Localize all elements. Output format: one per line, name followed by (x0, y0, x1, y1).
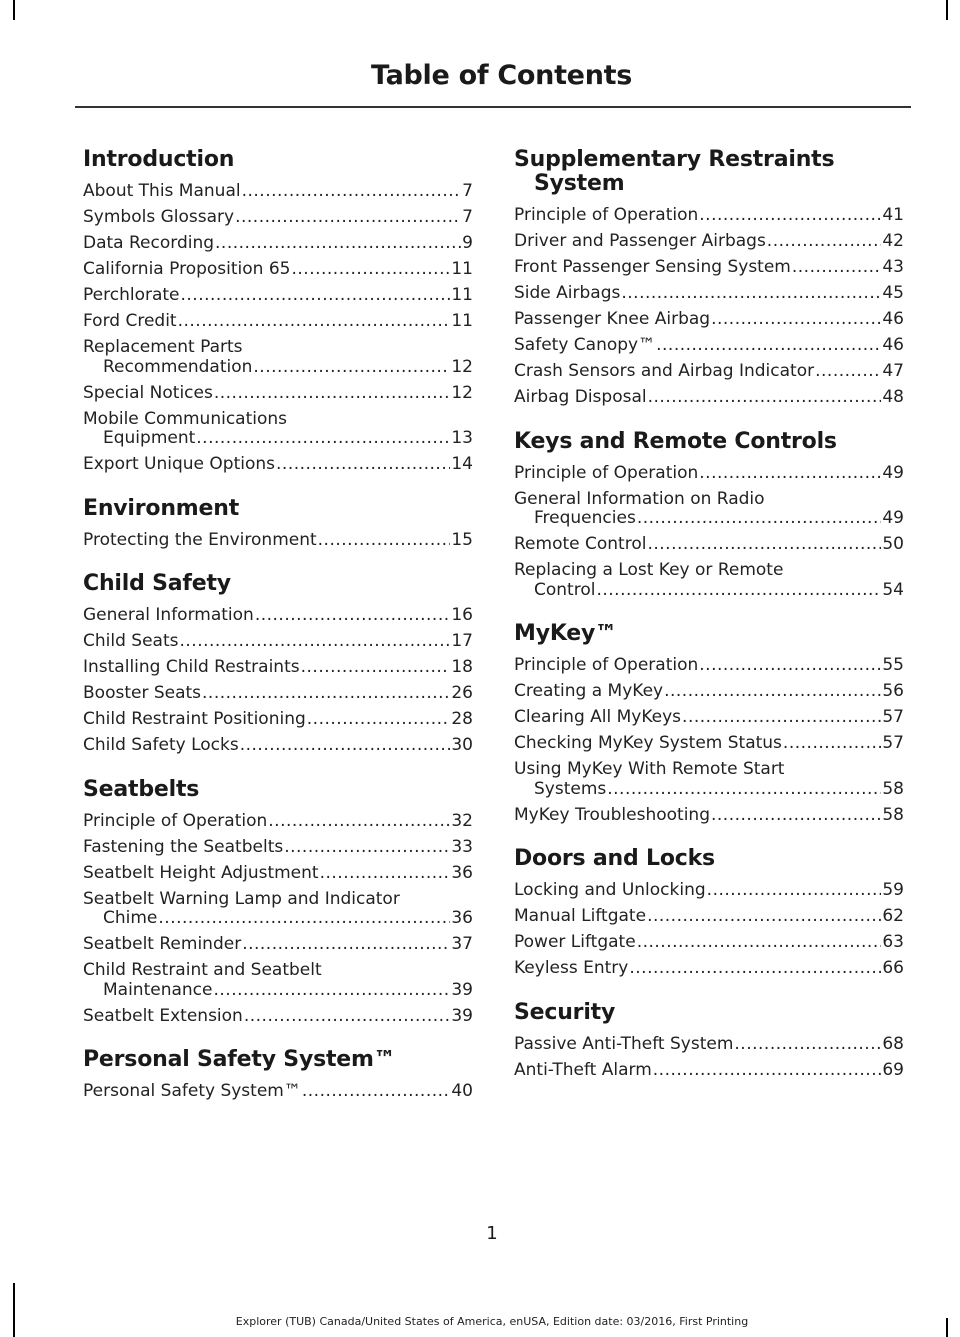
toc-entry-label: Side Airbags (514, 284, 621, 303)
toc-entry-seatbelt-reminder[interactable] (83, 935, 473, 955)
dot-leader (235, 208, 461, 228)
toc-entry-page-number: 48 (882, 388, 904, 407)
toc-entry-installing-child-restraints[interactable] (83, 658, 473, 678)
toc-entry-page-number: 14 (451, 455, 473, 474)
section-heading: Introduction (83, 147, 235, 172)
toc-entry-page-number: 57 (882, 734, 904, 753)
toc-entry-passive-anti-theft-system[interactable] (514, 1035, 904, 1055)
toc-entry-export-unique-options[interactable] (83, 455, 473, 475)
dot-leader (647, 907, 881, 927)
crop-mark-top-right (946, 0, 948, 20)
toc-entry-page-number: 45 (882, 284, 904, 303)
toc-entry-page-number: 58 (882, 805, 904, 825)
toc-entry-line (83, 1082, 473, 1102)
toc-entry-page-number: 12 (451, 383, 473, 403)
toc-entry-general-information-on-radio-frequencies[interactable] (514, 490, 904, 529)
toc-entry-label: Seatbelt Warning Lamp and Indicator (83, 889, 400, 909)
dot-leader (215, 234, 461, 254)
dot-leader (648, 388, 882, 408)
dot-leader (213, 981, 450, 1001)
toc-entry-power-liftgate[interactable] (514, 933, 904, 953)
dot-leader (284, 838, 450, 858)
toc-entry-page-number: 12 (451, 356, 473, 377)
toc-entry-line (83, 531, 473, 551)
toc-entry-page-number: 59 (882, 881, 904, 900)
toc-entry-page-number: 11 (451, 286, 473, 305)
toc-entry-label: Keyless Entry (514, 959, 629, 978)
dot-leader (711, 310, 881, 330)
dot-leader (242, 935, 450, 955)
toc-entry-line (514, 708, 904, 728)
dot-leader (318, 531, 451, 551)
toc-entry-line (83, 606, 473, 626)
toc-entry-using-mykey-with-remote-start-systems[interactable] (514, 760, 904, 799)
toc-section-doors-and-locks (514, 847, 904, 979)
dot-leader (196, 429, 450, 449)
dot-leader (158, 909, 450, 929)
toc-section-keys-and-remote-controls (514, 430, 904, 601)
toc-entry-page-number: 40 (451, 1082, 473, 1101)
toc-entry-page-number: 32 (451, 811, 473, 831)
toc-entry-replacement-parts-recommendation[interactable] (83, 338, 473, 377)
dot-leader (783, 734, 881, 754)
dot-leader (711, 806, 881, 826)
dot-leader (320, 864, 451, 884)
toc-entry-label: Replacing a Lost Key or Remote (514, 561, 784, 580)
dot-leader (621, 284, 881, 304)
dot-leader (629, 959, 881, 979)
toc-entry-line (514, 581, 904, 601)
section-heading: Child Safety (83, 571, 231, 596)
toc-entry-page-number: 7 (462, 182, 473, 201)
toc-entry-label: Child Restraint and Seatbelt (83, 961, 322, 980)
toc-entry-label: Ford Credit (83, 312, 177, 331)
toc-entry-line (83, 684, 473, 704)
toc-entry-side-airbags[interactable] (514, 284, 904, 304)
section-heading: Keys and Remote Controls (514, 428, 837, 454)
toc-entry-page-number: 11 (451, 312, 473, 331)
toc-entry-line (514, 464, 904, 484)
dot-leader (276, 455, 450, 475)
toc-entry-line (83, 234, 473, 254)
toc-entry-label: Replacement Parts (83, 338, 243, 357)
toc-entry-page-number: 26 (451, 684, 473, 703)
toc-entry-label: Seatbelt Extension (83, 1006, 243, 1026)
toc-entry-front-passenger-sensing-system[interactable] (514, 258, 904, 278)
toc-entry-booster-seats[interactable] (83, 684, 473, 704)
dot-leader (214, 384, 451, 404)
toc-entry-line (83, 384, 473, 404)
section-heading: Environment (83, 495, 240, 521)
toc-section-supplementary-restraints-system (514, 148, 904, 408)
toc-entry-page-number: 46 (882, 336, 904, 355)
toc-entry-line (514, 907, 904, 927)
toc-entry-line (83, 909, 473, 929)
toc-entry-label: Child Safety Locks (83, 736, 239, 755)
toc-entry-page-number: 13 (451, 428, 473, 448)
toc-entry-line (514, 535, 904, 555)
toc-entry-clearing-all-mykeys[interactable] (514, 708, 904, 728)
toc-entry-line (83, 455, 473, 475)
toc-entry-line (514, 310, 904, 330)
toc-entry-line (514, 1035, 904, 1055)
toc-entry-label: Passenger Knee Airbag (514, 310, 711, 329)
toc-entry-line (83, 736, 473, 756)
toc-entry-page-number: 49 (882, 463, 904, 483)
toc-entry-page-number: 55 (882, 656, 904, 675)
toc-entry-label: Remote Control (514, 535, 647, 554)
toc-entry-replacing-a-lost-key-or-remote-control[interactable] (514, 561, 904, 600)
page-title: Table of Contents (370, 60, 632, 91)
toc-entry-california-proposition-65[interactable] (83, 260, 473, 280)
toc-entry-label: Anti-Theft Alarm (514, 1060, 652, 1080)
dot-leader (596, 581, 881, 601)
toc-entry-personal-safety-system[interactable] (83, 1082, 473, 1102)
toc-entry-seatbelt-warning-lamp-and-indicator-chime[interactable] (83, 890, 473, 929)
toc-entry-label: Power Liftgate (514, 933, 636, 952)
toc-entry-principle-of-operation[interactable] (514, 656, 904, 676)
toc-entry-page-number: 68 (882, 1034, 904, 1054)
toc-entry-line (514, 881, 904, 901)
dot-leader (656, 336, 881, 356)
toc-entry-seatbelt-extension[interactable] (83, 1007, 473, 1027)
toc-entry-child-restraint-and-seatbelt-maintenance[interactable] (83, 961, 473, 1000)
toc-entry-label: Clearing All MyKeys (514, 708, 682, 727)
toc-section-security (514, 1001, 904, 1081)
toc-entry-label: Control (534, 579, 596, 600)
toc-section-child-safety (83, 572, 473, 756)
toc-entry-label: General Information (83, 606, 254, 625)
toc-entry-label: About This Manual (83, 182, 241, 201)
toc-entry-crash-sensors-and-airbag-indicator[interactable] (514, 362, 904, 382)
toc-column-right (514, 148, 904, 1102)
toc-entry-label: Principle of Operation (514, 206, 699, 225)
toc-entry-line (514, 1061, 904, 1081)
toc-entry-manual-liftgate[interactable] (514, 907, 904, 927)
toc-entry-protecting-the-environment[interactable] (83, 531, 473, 551)
toc-entry-page-number: 7 (462, 208, 473, 227)
toc-entry-principle-of-operation[interactable] (514, 206, 904, 226)
toc-entry-page-number: 37 (451, 935, 473, 954)
dot-leader (242, 182, 462, 202)
toc-entry-label: Safety Canopy™ (514, 336, 656, 355)
toc-entry-line (83, 312, 473, 332)
toc-entry-page-number: 16 (451, 606, 473, 625)
toc-entry-label: Chime (103, 908, 158, 928)
toc-entry-line (83, 208, 473, 228)
toc-column-left (83, 148, 473, 1124)
dot-leader (181, 286, 451, 306)
toc-entry-line (83, 182, 473, 202)
section-heading: Personal Safety System™ (83, 1047, 396, 1072)
dot-leader (707, 881, 882, 901)
toc-entry-page-number: 9 (462, 234, 473, 253)
toc-entry-page-number: 18 (451, 658, 473, 677)
toc-entry-child-safety-locks[interactable] (83, 736, 473, 756)
dot-leader (240, 736, 451, 756)
dot-leader (301, 658, 451, 678)
toc-entry-page-number: 17 (451, 632, 473, 651)
toc-entry-line (83, 286, 473, 306)
toc-entry-label: Frequencies (534, 508, 636, 528)
toc-entry-line (83, 864, 473, 884)
toc-entry-label: Manual Liftgate (514, 907, 647, 926)
edition-footer: Explorer (TUB) Canada/United States of America, enUSA, Edition date: 03/2016, First Printing (235, 1315, 749, 1328)
dot-leader (255, 606, 451, 626)
toc-entry-symbols-glossary[interactable] (83, 208, 473, 228)
toc-entry-page-number: 58 (882, 778, 904, 799)
dot-leader (664, 682, 881, 702)
toc-entry-line (514, 284, 904, 304)
section-heading: Security (514, 999, 616, 1025)
dot-leader (307, 710, 451, 730)
toc-entry-line (83, 812, 473, 832)
toc-entry-passenger-knee-airbag[interactable] (514, 310, 904, 330)
toc-entry-line (83, 981, 473, 1001)
toc-entry-fastening-the-seatbelts[interactable] (83, 838, 473, 858)
toc-section-introduction (83, 148, 473, 475)
toc-entry-page-number: 36 (451, 908, 473, 928)
toc-entry-locking-and-unlocking[interactable] (514, 881, 904, 901)
toc-entry-label: Principle of Operation (514, 656, 699, 675)
toc-entry-creating-a-mykey[interactable] (514, 682, 904, 702)
toc-entry-line (83, 358, 473, 378)
toc-entry-perchlorate[interactable] (83, 286, 473, 306)
toc-entry-label: Systems (534, 778, 607, 799)
toc-entry-label: Crash Sensors and Airbag Indicator (514, 362, 815, 381)
toc-entry-label: Checking MyKey System Status (514, 734, 782, 753)
toc-entry-line (514, 959, 904, 979)
toc-entry-label: Principle of Operation (514, 463, 699, 483)
dot-leader (792, 258, 881, 278)
crop-mark-top-left (13, 0, 15, 20)
dot-leader (253, 358, 450, 378)
toc-section-seatbelts (83, 778, 473, 1027)
toc-entry-page-number: 54 (882, 579, 904, 600)
toc-entry-anti-theft-alarm[interactable] (514, 1061, 904, 1081)
toc-entry-special-notices[interactable] (83, 384, 473, 404)
toc-entry-page-number: 42 (882, 232, 904, 251)
toc-entry-child-seats[interactable] (83, 632, 473, 652)
toc-entry-label: Principle of Operation (83, 811, 268, 831)
toc-entry-label: Installing Child Restraints (83, 658, 300, 677)
toc-entry-airbag-disposal[interactable] (514, 388, 904, 408)
toc-entry-page-number: 41 (882, 206, 904, 225)
dot-leader (637, 509, 882, 529)
section-heading: MyKey™ (514, 621, 617, 646)
toc-entry-line (514, 780, 904, 800)
toc-entry-checking-mykey-system-status[interactable] (514, 734, 904, 754)
toc-entry-line (514, 388, 904, 408)
toc-entry-label: Protecting the Environment (83, 530, 317, 550)
toc-entry-label: General Information on Radio (514, 489, 765, 509)
dot-leader (699, 464, 881, 484)
toc-entry-line (514, 509, 904, 529)
toc-entry-principle-of-operation[interactable] (83, 812, 473, 832)
header-divider (75, 106, 911, 108)
toc-section-personal-safety-system (83, 1048, 473, 1102)
toc-entry-line (83, 838, 473, 858)
toc-section-mykey (514, 622, 904, 825)
dot-leader (268, 812, 450, 832)
toc-entry-line (514, 206, 904, 226)
dot-leader (178, 312, 451, 332)
toc-entry-line (83, 658, 473, 678)
toc-entry-line (514, 362, 904, 382)
dot-leader (291, 260, 450, 280)
toc-entry-label: Front Passenger Sensing System (514, 258, 791, 277)
toc-entry-label: Passive Anti-Theft System (514, 1034, 734, 1054)
toc-entry-label: Locking and Unlocking (514, 881, 706, 900)
toc-entry-label: Airbag Disposal (514, 388, 647, 407)
dot-leader (302, 1082, 451, 1102)
toc-entry-line (514, 806, 904, 826)
dot-leader (699, 656, 881, 676)
dot-leader (607, 780, 881, 800)
dot-leader (647, 535, 881, 555)
toc-entry-page-number: 43 (882, 258, 904, 277)
toc-entry-page-number: 57 (882, 708, 904, 727)
toc-entry-label: Perchlorate (83, 286, 180, 305)
toc-section-environment (83, 497, 473, 551)
toc-entry-line (83, 260, 473, 280)
toc-entry-label: Child Restraint Positioning (83, 710, 306, 729)
toc-entry-page-number: 66 (882, 959, 904, 978)
toc-entry-data-recording[interactable] (83, 234, 473, 254)
toc-entry-principle-of-operation[interactable] (514, 464, 904, 484)
toc-entry-page-number: 69 (882, 1060, 904, 1080)
toc-entry-mykey-troubleshooting[interactable] (514, 806, 904, 826)
toc-entry-page-number: 62 (882, 907, 904, 926)
toc-entry-page-number: 50 (882, 535, 904, 554)
toc-entry-line (514, 258, 904, 278)
dot-leader (244, 1007, 451, 1027)
toc-entry-page-number: 11 (451, 260, 473, 279)
toc-entry-general-information[interactable] (83, 606, 473, 626)
toc-entry-page-number: 63 (882, 933, 904, 952)
dot-leader (653, 1061, 882, 1081)
toc-entry-safety-canopy[interactable] (514, 336, 904, 356)
toc-entry-page-number: 46 (882, 310, 904, 329)
toc-entry-page-number: 39 (451, 979, 473, 1000)
section-heading: Supplementary Restraints System (514, 147, 835, 196)
toc-entry-about-this-manual[interactable] (83, 182, 473, 202)
toc-entry-label: Equipment (103, 428, 196, 448)
toc-entry-label: Maintenance (103, 979, 213, 1000)
toc-entry-label: Export Unique Options (83, 455, 276, 474)
toc-entry-page-number: 30 (451, 736, 473, 755)
toc-entry-label: Recommendation (103, 356, 253, 377)
toc-entry-child-restraint-positioning[interactable] (83, 710, 473, 730)
toc-entry-label: Creating a MyKey (514, 682, 664, 701)
toc-entry-seatbelt-height-adjustment[interactable] (83, 864, 473, 884)
toc-entry-label: Special Notices (83, 383, 213, 403)
dot-leader (767, 232, 882, 252)
dot-leader (637, 933, 882, 953)
section-heading: Doors and Locks (514, 846, 715, 871)
page-number: 1 (486, 1223, 498, 1244)
toc-entry-line (514, 734, 904, 754)
toc-entry-page-number: 33 (451, 837, 473, 857)
dot-leader (699, 206, 881, 226)
dot-leader (179, 632, 450, 652)
toc-entry-line (83, 632, 473, 652)
toc-entry-page-number: 49 (882, 508, 904, 528)
toc-entry-label: Mobile Communications (83, 409, 288, 429)
toc-entry-keyless-entry[interactable] (514, 959, 904, 979)
toc-entry-line (83, 710, 473, 730)
dot-leader (202, 684, 450, 704)
toc-entry-remote-control[interactable] (514, 535, 904, 555)
toc-entry-page-number: 28 (451, 710, 473, 729)
toc-entry-ford-credit[interactable] (83, 312, 473, 332)
toc-entry-label: California Proposition 65 (83, 260, 291, 279)
toc-entry-label: Seatbelt Height Adjustment (83, 863, 319, 883)
toc-entry-label: MyKey Troubleshooting (514, 805, 710, 825)
toc-entry-label: Using MyKey With Remote Start (514, 760, 785, 779)
toc-entry-line (83, 1007, 473, 1027)
toc-entry-driver-and-passenger-airbags[interactable] (514, 232, 904, 252)
toc-entry-label: Personal Safety System™ (83, 1082, 301, 1101)
toc-entry-line (83, 935, 473, 955)
toc-entry-label: Driver and Passenger Airbags (514, 232, 766, 251)
toc-entry-label: Child Seats (83, 632, 179, 651)
toc-entry-line (83, 429, 473, 449)
toc-entry-label: Fastening the Seatbelts (83, 837, 284, 857)
dot-leader (815, 362, 881, 382)
dot-leader (734, 1035, 881, 1055)
toc-entry-label: Data Recording (83, 234, 215, 253)
toc-entry-label: Booster Seats (83, 684, 202, 703)
dot-leader (682, 708, 881, 728)
toc-entry-label: Symbols Glossary (83, 208, 235, 227)
toc-entry-line (514, 336, 904, 356)
toc-entry-page-number: 15 (451, 530, 473, 550)
toc-entry-page-number: 36 (451, 863, 473, 883)
toc-entry-page-number: 56 (882, 682, 904, 701)
toc-entry-mobile-communications-equipment[interactable] (83, 410, 473, 449)
toc-entry-line (514, 933, 904, 953)
toc-entry-page-number: 47 (882, 362, 904, 381)
toc-entry-line (514, 232, 904, 252)
toc-entry-label: Seatbelt Reminder (83, 935, 242, 954)
toc-entry-line (514, 682, 904, 702)
toc-entry-line (514, 656, 904, 676)
toc-entry-page-number: 39 (451, 1006, 473, 1026)
section-heading: Seatbelts (83, 776, 200, 802)
crop-mark-bottom-left (13, 1283, 15, 1337)
